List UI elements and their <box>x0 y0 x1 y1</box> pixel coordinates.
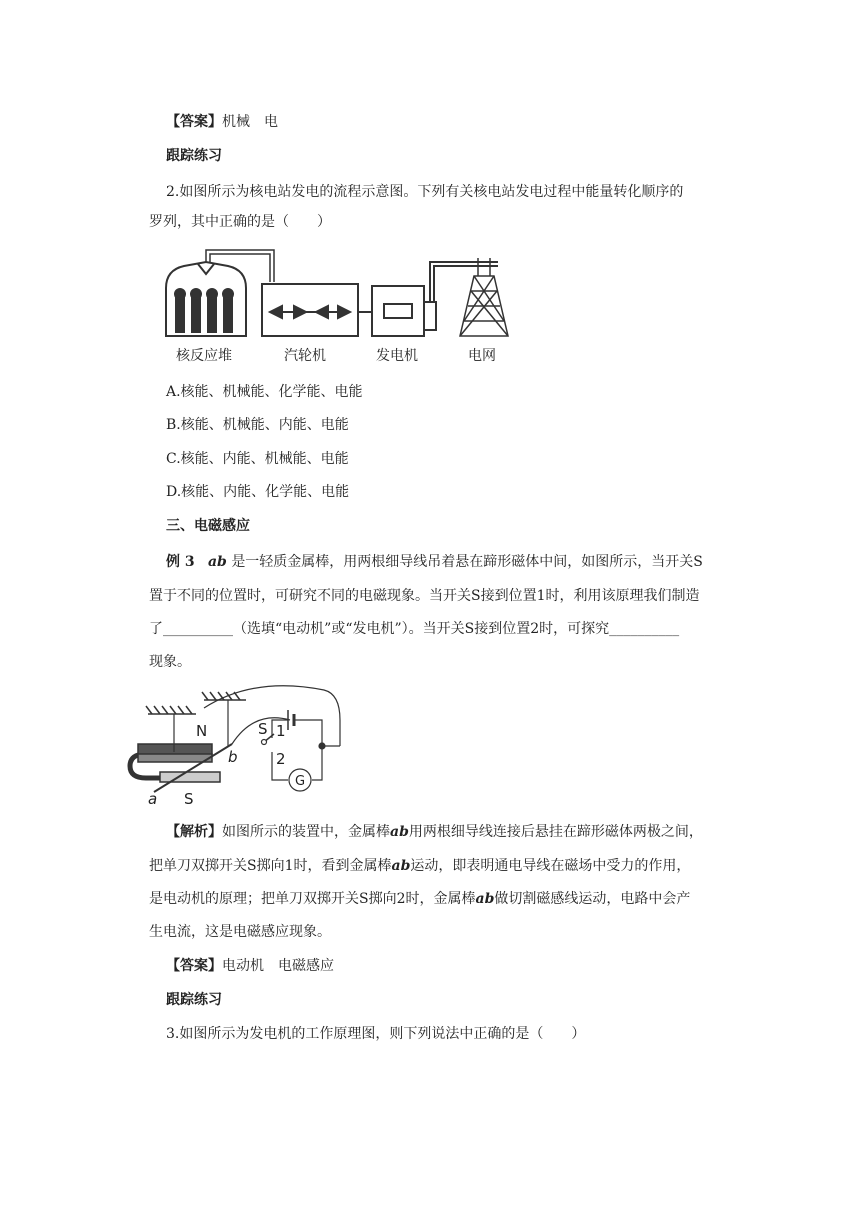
analysis-text-1a: 如图所示的装置中，金属棒 <box>222 824 390 840</box>
grid-label: 电网 <box>468 348 496 364</box>
question-2-line-2: 罗列，其中正确的是（ ） <box>149 214 331 230</box>
nuclear-plant-flow-figure <box>158 246 518 370</box>
question-3: 3.如图所示为发电机的工作原理图，则下列说法中正确的是（ ） <box>166 1026 586 1042</box>
example-label: 例 3 <box>166 554 195 570</box>
turbine-drawing <box>262 284 358 336</box>
option-b: B.核能、机械能、内能、电能 <box>166 417 349 433</box>
answer-1 <box>166 112 278 132</box>
reactor-drawing <box>166 262 246 336</box>
analysis-text-1b: 用两根细导线连接后悬挂在蹄形磁体两极之间， <box>408 824 703 840</box>
label-N: N <box>196 722 208 740</box>
analysis-text-3b: 做切割磁感线运动，电路中会产 <box>494 891 691 907</box>
question-2-line-1: 2.如图所示为核电站发电的流程示意图。下列有关核电站发电过程中能量转化顺序的 <box>166 184 684 200</box>
analysis-label: 【解析】 <box>166 824 222 840</box>
analysis-line-2 <box>149 856 690 876</box>
example-3-line-4: 现象。 <box>149 654 191 670</box>
practice-title-2: 跟踪练习 <box>166 992 222 1008</box>
grid-tower-drawing <box>460 258 508 336</box>
answer-text: 机械 电 <box>222 114 278 130</box>
example-3-line-2: 置于不同的位置时，可研究不同的电磁现象。当开关S接到位置1时，利用该原理我们制造 <box>149 588 700 604</box>
answer-3-text: 电动机 电磁感应 <box>222 958 334 974</box>
generator-label: 发电机 <box>376 348 418 364</box>
reactor-label: 核反应堆 <box>176 348 232 364</box>
ceiling-hatch <box>146 692 246 714</box>
label-S-switch: S <box>258 720 268 738</box>
practice-title-1: 跟踪练习 <box>166 148 222 164</box>
answer-3 <box>166 956 334 976</box>
analysis-text-2a: 把单刀双掷开关S掷向1时，看到金属棒 <box>149 858 392 874</box>
section-3-title: 三、电磁感应 <box>166 518 250 534</box>
option-d: D.核能、内能、化学能、电能 <box>166 484 350 500</box>
label-a: a <box>148 790 158 808</box>
analysis-line-1 <box>166 822 703 842</box>
analysis-line-4: 生电流，这是电磁感应现象。 <box>149 924 331 940</box>
magnet-drawing <box>130 744 220 782</box>
analysis-text-2b: 运动，即表明通电导线在磁场中受力的作用， <box>410 858 691 874</box>
example-3-text-1: 是一轻质金属棒，用两根细导线吊着悬在蹄形磁体中间，如图所示，当开关S <box>231 554 703 570</box>
electromagnetic-figure <box>124 680 354 808</box>
label-S-magnet: S <box>184 790 194 808</box>
rod-ab: ab <box>207 554 227 570</box>
analysis-line-3 <box>149 889 690 909</box>
pipes <box>206 250 274 282</box>
answer-3-label: 【答案】 <box>166 958 222 974</box>
label-2: 2 <box>276 750 286 768</box>
analysis-ab-1: ab <box>390 824 409 840</box>
analysis-ab-3: ab <box>475 891 495 907</box>
option-c: C.核能、内能、机械能、电能 <box>166 451 349 467</box>
analysis-ab-2: ab <box>391 858 411 874</box>
label-G: G <box>295 774 306 789</box>
turbine-label: 汽轮机 <box>284 348 326 364</box>
option-a: A.核能、机械能、化学能、电能 <box>166 384 363 400</box>
label-1: 1 <box>276 722 286 740</box>
answer-label: 【答案】 <box>166 114 222 130</box>
label-b: b <box>228 748 238 766</box>
example-3-line-1 <box>166 552 703 572</box>
example-3-line-3: 了__________（选填“电动机”或“发电机”）。当开关S接到位置2时，可探究__________ <box>149 621 680 637</box>
analysis-text-3a: 是电动机的原理；把单刀双掷开关S掷向2时，金属棒 <box>149 891 476 907</box>
